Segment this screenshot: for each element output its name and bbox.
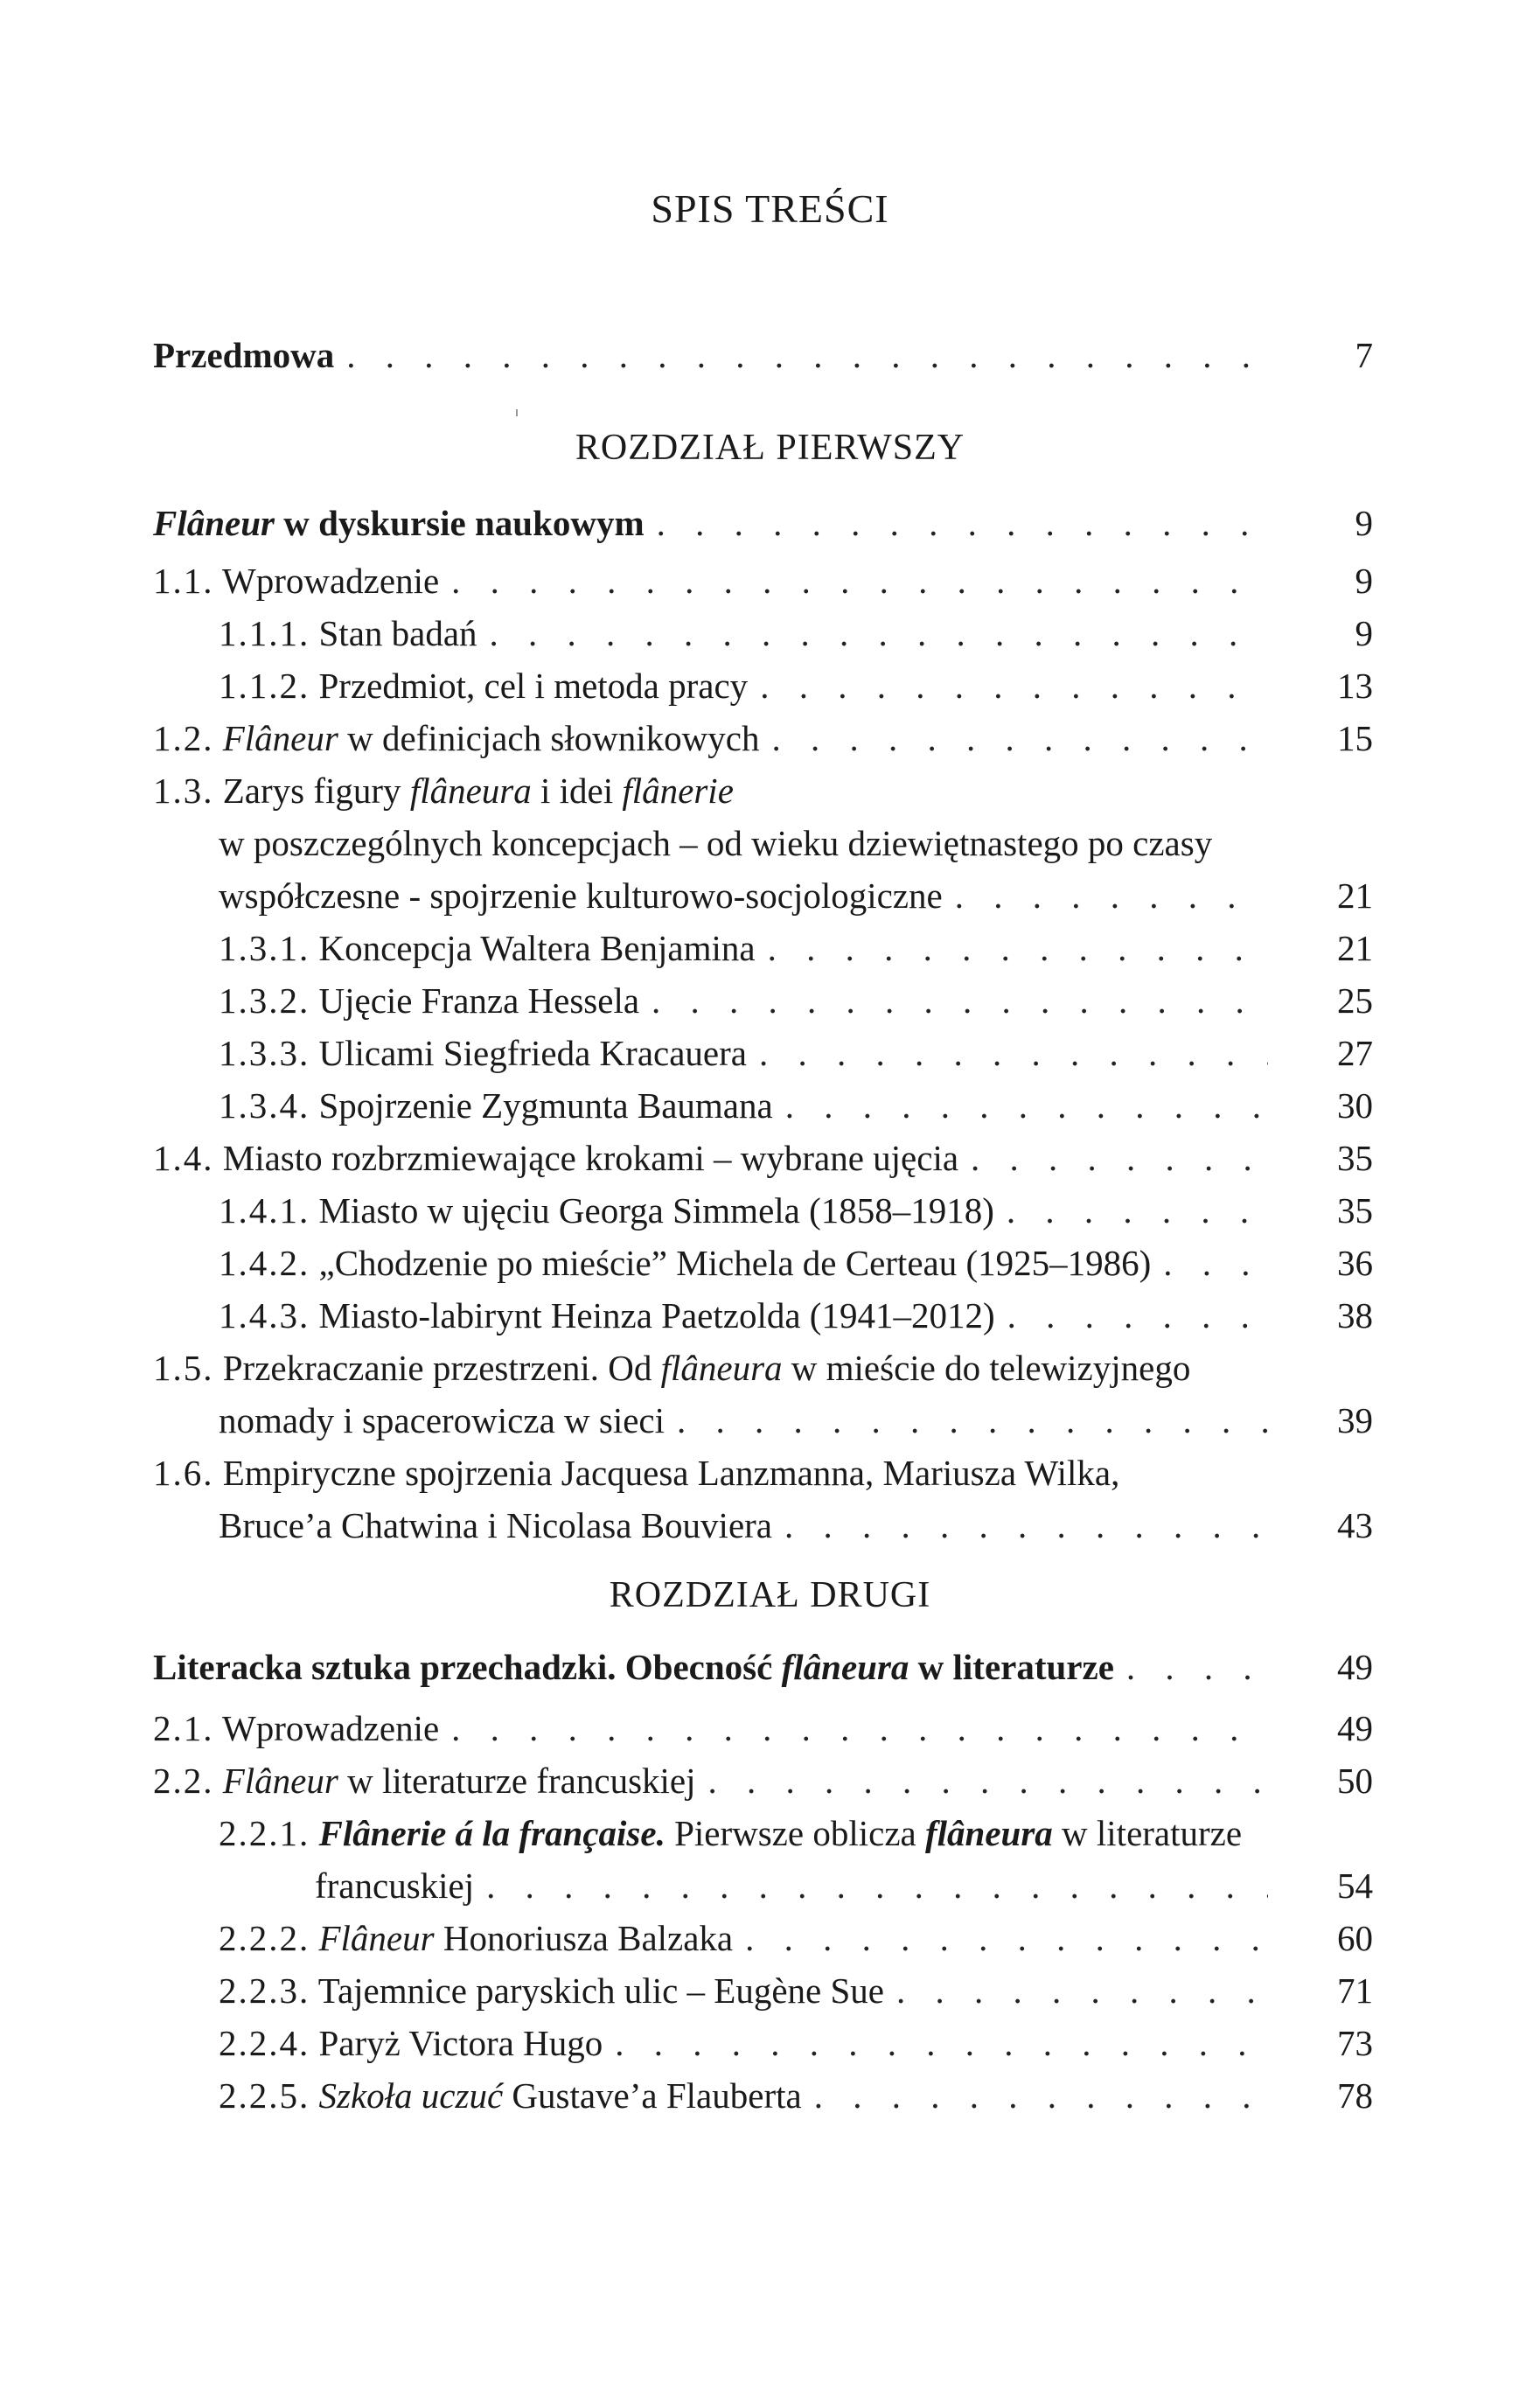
dot-leader <box>747 1032 1268 1074</box>
page-title: SPIS TREŚCI <box>651 186 889 231</box>
entry-label: Wprowadzenie <box>213 561 440 601</box>
entry-number: 2.2.3. <box>219 1970 310 2011</box>
page-number: 21 <box>1337 875 1373 916</box>
page-number: 35 <box>1337 1138 1373 1178</box>
toc-entry-1-1-1 <box>219 612 1373 665</box>
dot-leader <box>603 2022 1268 2064</box>
toc-entry-2-2 <box>153 1760 1373 1812</box>
toc-entry-1-5 <box>153 1347 1373 1452</box>
dot-leader <box>474 1865 1268 1907</box>
entry-label: Miasto rozbrzmiewające krokami – wybrane ujęcia <box>213 1138 959 1178</box>
dot-leader <box>748 665 1268 707</box>
entry-number: 2.1. <box>153 1708 214 1748</box>
page-number: 71 <box>1337 1970 1373 2011</box>
dot-leader <box>696 1760 1268 1802</box>
entry-label: „Chodzenie po mieście” Michela de Certeau (1925–1986) <box>310 1243 1152 1283</box>
dot-leader <box>773 1084 1268 1126</box>
entry-number: 1.4.1. <box>219 1190 310 1231</box>
entry-label: Ulicami Siegfrieda Kracauera <box>310 1033 747 1073</box>
dot-leader <box>958 1137 1268 1179</box>
entry-italic: Flâneur <box>213 1761 338 1801</box>
dot-leader <box>477 612 1268 654</box>
entry-italic: flâneura <box>924 1813 1053 1853</box>
entry-number: 1.4. <box>153 1138 214 1178</box>
entry-label: Miasto-labirynt Heinza Paetzolda (1941–2012) <box>310 1295 995 1335</box>
toc-entry-1-3-3 <box>219 1032 1373 1084</box>
toc-entry-chapter1 <box>153 502 1373 554</box>
page-number: 50 <box>1337 1761 1373 1801</box>
entry-label: w definicjach słownikowych <box>338 718 760 758</box>
page-number: 54 <box>1337 1865 1373 1906</box>
entry-label: Ujęcie Franza Hessela <box>310 980 640 1021</box>
entry-label: Miasto w ujęciu Georga Simmela (1858–1918) <box>310 1190 994 1231</box>
entry-label: Koncepcja Waltera Benjamina <box>310 928 756 968</box>
toc-entry-2-2-2 <box>219 1917 1373 1970</box>
page-number: 60 <box>1337 1918 1373 1958</box>
page-number: 35 <box>1337 1190 1373 1231</box>
stray-mark <box>516 409 518 416</box>
dot-leader <box>802 2075 1268 2117</box>
entry-number: 2.2.2. <box>219 1918 310 1958</box>
page-number: 36 <box>1337 1243 1373 1283</box>
entry-italic: flâneura <box>409 771 532 811</box>
entry-label: Paryż Victora Hugo <box>310 2023 603 2063</box>
entry-label: Przekraczanie przestrzeni. Od <box>213 1348 661 1388</box>
entry-label: Przedmiot, cel i metoda pracy <box>310 666 749 706</box>
chapter-heading: ROZDZIAŁ DRUGI <box>609 1575 931 1615</box>
dot-leader <box>334 334 1268 376</box>
dot-leader <box>759 717 1268 759</box>
entry-number: 1.1. <box>153 561 214 601</box>
entry-label: francuskiej <box>315 1865 475 1906</box>
entry-label: Wprowadzenie <box>213 1708 440 1748</box>
entry-italic: flâneura <box>781 1647 909 1687</box>
toc-entry-2-2-4 <box>219 2022 1373 2075</box>
entry-italic: Flâneur <box>213 718 338 758</box>
dot-leader <box>994 1189 1268 1231</box>
toc-entry-2-2-3 <box>219 1970 1373 2022</box>
entry-label: Literacka sztuka przechadzki. Obecność <box>153 1647 782 1687</box>
page-number: 30 <box>1337 1085 1373 1126</box>
toc-entry-2-2-5 <box>219 2075 1373 2127</box>
entry-label: w literaturze <box>909 1647 1114 1687</box>
entry-italic: Flânerie á la française. <box>310 1813 665 1853</box>
page-number: 49 <box>1337 1708 1373 1748</box>
dot-leader <box>665 1399 1268 1441</box>
page-number: 25 <box>1337 980 1373 1021</box>
entry-label: Bruce’a Chatwina i Nicolasa Bouviera <box>219 1505 772 1545</box>
toc-entry-preface <box>153 334 1373 387</box>
toc-entry-1-4-2 <box>219 1242 1373 1294</box>
dot-leader <box>756 927 1268 969</box>
dot-leader <box>439 560 1268 602</box>
page-number: 73 <box>1337 2023 1373 2063</box>
entry-number: 1.4.3. <box>219 1295 310 1335</box>
entry-label: w literaturze <box>1052 1813 1243 1853</box>
page-number: 7 <box>1355 335 1373 375</box>
chapter-heading: ROZDZIAŁ PIERWSZY <box>575 428 965 468</box>
entry-label: Pierwsze oblicza <box>665 1813 925 1853</box>
entry-number: 1.3. <box>153 771 214 811</box>
entry-label: Zarys figury <box>213 771 410 811</box>
entry-italic: Szkoła uczuć <box>310 2075 504 2116</box>
entry-label: współczesne - spojrzenie kulturowo-socjologiczne <box>219 875 943 916</box>
toc-entry-1-3-2 <box>219 980 1373 1032</box>
entry-number: 2.2. <box>153 1761 214 1801</box>
entry-number: 1.3.3. <box>219 1033 310 1073</box>
entry-label: Stan badań <box>310 613 477 653</box>
entry-label: Honoriusza Balzaka <box>434 1918 734 1958</box>
page-number: 49 <box>1337 1647 1373 1687</box>
entry-label: Empiryczne spojrzenia Jacquesa Lanzmanna, Mariusza Wilka, <box>213 1453 1120 1493</box>
toc-entry-2-2-1 <box>219 1812 1373 1917</box>
entry-italic: Flâneur <box>153 503 275 543</box>
toc-entry-1-3 <box>153 770 1373 927</box>
toc-entry-1-4-3 <box>219 1294 1373 1347</box>
page-number: 13 <box>1337 666 1373 706</box>
entry-label: Tajemnice paryskich ulic – Eugène Sue <box>310 1970 884 2011</box>
page-number: 38 <box>1337 1295 1373 1335</box>
entry-number: 1.4.2. <box>219 1243 310 1283</box>
toc-entry-1-4-1 <box>219 1189 1373 1242</box>
dot-leader <box>645 502 1268 544</box>
toc-entry-1-3-1 <box>219 927 1373 980</box>
entry-label: i idei <box>531 771 623 811</box>
page-number: 43 <box>1337 1505 1373 1545</box>
entry-label: w dyskursie naukowym <box>275 503 645 543</box>
entry-number: 2.2.4. <box>219 2023 310 2063</box>
entry-number: 1.5. <box>153 1348 214 1388</box>
page-number: 9 <box>1355 561 1373 601</box>
toc-entry-1-3-4 <box>219 1084 1373 1137</box>
entry-number: 2.2.1. <box>219 1813 310 1853</box>
entry-italic: flâneura <box>660 1348 783 1388</box>
dot-leader <box>1151 1242 1268 1284</box>
entry-number: 1.6. <box>153 1453 214 1493</box>
entry-label: w mieście do telewizyjnego <box>782 1348 1191 1388</box>
entry-number: 1.3.1. <box>219 928 310 968</box>
entry-label: w poszczególnych koncepcjach – od wieku dziewiętnastego po czasy <box>219 823 1213 863</box>
toc-entry-1-2 <box>153 717 1373 770</box>
entry-label: Spojrzenie Zygmunta Baumana <box>310 1085 773 1126</box>
entry-label: Przedmowa <box>153 335 335 375</box>
toc-entry-1-1 <box>153 560 1373 612</box>
page-number: 15 <box>1337 718 1373 758</box>
page-number: 9 <box>1355 613 1373 653</box>
entry-number: 1.1.1. <box>219 613 310 653</box>
entry-label: w literaturze francuskiej <box>338 1761 696 1801</box>
entry-italic: Flâneur <box>310 1918 435 1958</box>
page-number: 27 <box>1337 1033 1373 1073</box>
toc-entry-2-1 <box>153 1707 1373 1760</box>
page-number: 9 <box>1355 503 1373 543</box>
dot-leader <box>733 1917 1268 1959</box>
dot-leader <box>439 1707 1268 1749</box>
toc-entry-chapter2 <box>153 1646 1373 1698</box>
toc-entry-1-4 <box>153 1137 1373 1189</box>
page-number: 78 <box>1337 2075 1373 2116</box>
entry-number: 1.2. <box>153 718 214 758</box>
entry-number: 2.2.5. <box>219 2075 310 2116</box>
entry-italic: flânerie <box>622 771 734 811</box>
entry-label: nomady i spacerowicza w sieci <box>219 1400 665 1440</box>
dot-leader <box>995 1294 1268 1336</box>
entry-number: 1.3.4. <box>219 1085 310 1126</box>
dot-leader <box>772 1504 1268 1546</box>
dot-leader <box>639 980 1268 1022</box>
page-number: 21 <box>1337 928 1373 968</box>
dot-leader <box>884 1970 1268 2012</box>
toc-entry-1-6 <box>153 1452 1373 1557</box>
dot-leader <box>1114 1646 1268 1688</box>
dot-leader <box>943 875 1268 917</box>
entry-number: 1.1.2. <box>219 666 310 706</box>
toc-entry-1-1-2 <box>219 665 1373 717</box>
entry-label: Gustave’a Flauberta <box>503 2075 802 2116</box>
entry-number: 1.3.2. <box>219 980 310 1021</box>
page-number: 39 <box>1337 1400 1373 1440</box>
